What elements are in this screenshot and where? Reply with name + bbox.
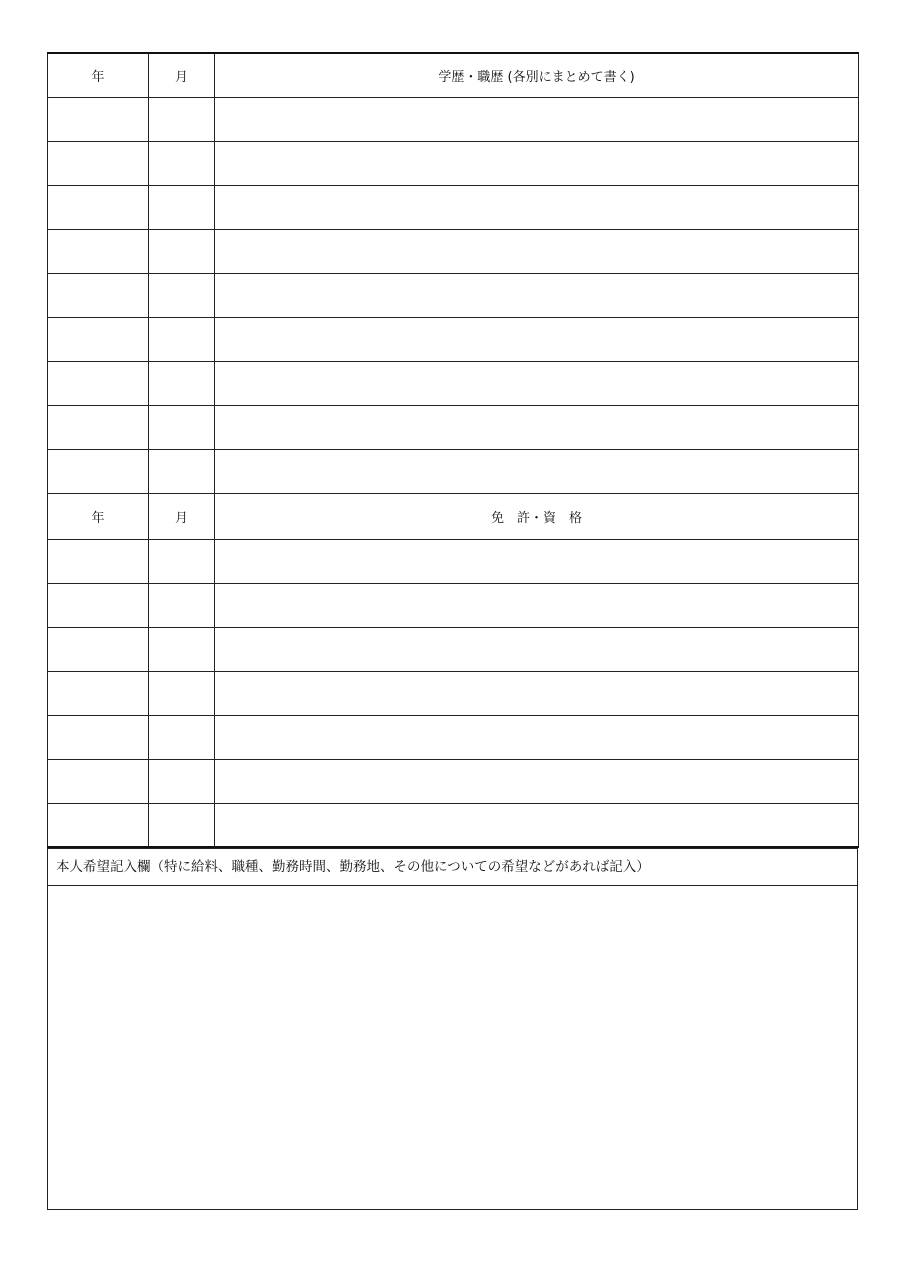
license-year-header: 年 bbox=[48, 493, 149, 539]
history-year-cell[interactable] bbox=[48, 229, 149, 273]
license-year-cell[interactable] bbox=[48, 803, 149, 847]
history-month-header: 月 bbox=[149, 53, 215, 97]
license-description-cell[interactable] bbox=[215, 715, 859, 759]
license-year-cell[interactable] bbox=[48, 671, 149, 715]
history-description-cell[interactable] bbox=[215, 97, 859, 141]
license-month-cell[interactable] bbox=[149, 715, 215, 759]
history-year-cell[interactable] bbox=[48, 449, 149, 493]
license-year-cell[interactable] bbox=[48, 583, 149, 627]
license-month-header: 月 bbox=[149, 493, 215, 539]
history-year-cell[interactable] bbox=[48, 361, 149, 405]
history-description-cell[interactable] bbox=[215, 141, 859, 185]
history-year-cell[interactable] bbox=[48, 405, 149, 449]
license-row bbox=[48, 671, 859, 715]
license-description-header: 免 許・資 格 bbox=[215, 493, 859, 539]
history-row bbox=[48, 317, 859, 361]
history-month-cell[interactable] bbox=[149, 317, 215, 361]
license-month-cell[interactable] bbox=[149, 803, 215, 847]
license-description-cell[interactable] bbox=[215, 671, 859, 715]
license-header-row bbox=[48, 493, 859, 539]
history-description-cell[interactable] bbox=[215, 317, 859, 361]
wishes-input-area[interactable] bbox=[48, 886, 857, 1209]
history-description-cell[interactable] bbox=[215, 449, 859, 493]
license-row bbox=[48, 803, 859, 847]
wishes-box bbox=[47, 848, 858, 1210]
license-row bbox=[48, 583, 859, 627]
history-row bbox=[48, 273, 859, 317]
license-year-cell[interactable] bbox=[48, 759, 149, 803]
history-description-header: 学歴・職歴 (各別にまとめて書く) bbox=[215, 53, 859, 97]
history-month-cell[interactable] bbox=[149, 273, 215, 317]
history-description-cell[interactable] bbox=[215, 405, 859, 449]
history-year-cell[interactable] bbox=[48, 317, 149, 361]
history-month-cell[interactable] bbox=[149, 405, 215, 449]
history-year-cell[interactable] bbox=[48, 97, 149, 141]
history-month-cell[interactable] bbox=[149, 229, 215, 273]
license-row bbox=[48, 715, 859, 759]
history-row bbox=[48, 361, 859, 405]
history-year-cell[interactable] bbox=[48, 141, 149, 185]
history-description-cell[interactable] bbox=[215, 185, 859, 229]
history-row bbox=[48, 449, 859, 493]
license-description-cell[interactable] bbox=[215, 583, 859, 627]
wishes-label: 本人希望記入欄（特に給料、職種、勤務時間、勤務地、その他についての希望などがあれば記入） bbox=[48, 849, 857, 886]
license-description-cell[interactable] bbox=[215, 803, 859, 847]
history-year-header: 年 bbox=[48, 53, 149, 97]
history-header-row bbox=[48, 53, 859, 97]
history-row bbox=[48, 185, 859, 229]
history-license-table bbox=[47, 52, 859, 848]
license-month-cell[interactable] bbox=[149, 671, 215, 715]
license-month-cell[interactable] bbox=[149, 583, 215, 627]
history-month-cell[interactable] bbox=[149, 97, 215, 141]
history-month-cell[interactable] bbox=[149, 361, 215, 405]
history-description-cell[interactable] bbox=[215, 273, 859, 317]
history-row bbox=[48, 405, 859, 449]
history-month-cell[interactable] bbox=[149, 449, 215, 493]
history-month-cell[interactable] bbox=[149, 141, 215, 185]
license-year-cell[interactable] bbox=[48, 539, 149, 583]
license-month-cell[interactable] bbox=[149, 759, 215, 803]
license-description-cell[interactable] bbox=[215, 539, 859, 583]
license-year-cell[interactable] bbox=[48, 715, 149, 759]
license-description-cell[interactable] bbox=[215, 627, 859, 671]
history-year-cell[interactable] bbox=[48, 185, 149, 229]
history-year-cell[interactable] bbox=[48, 273, 149, 317]
license-month-cell[interactable] bbox=[149, 627, 215, 671]
license-row bbox=[48, 759, 859, 803]
license-year-cell[interactable] bbox=[48, 627, 149, 671]
history-row bbox=[48, 229, 859, 273]
license-month-cell[interactable] bbox=[149, 539, 215, 583]
history-description-cell[interactable] bbox=[215, 229, 859, 273]
history-row bbox=[48, 97, 859, 141]
license-row bbox=[48, 539, 859, 583]
history-month-cell[interactable] bbox=[149, 185, 215, 229]
license-description-cell[interactable] bbox=[215, 759, 859, 803]
license-row bbox=[48, 627, 859, 671]
history-description-cell[interactable] bbox=[215, 361, 859, 405]
history-row bbox=[48, 141, 859, 185]
